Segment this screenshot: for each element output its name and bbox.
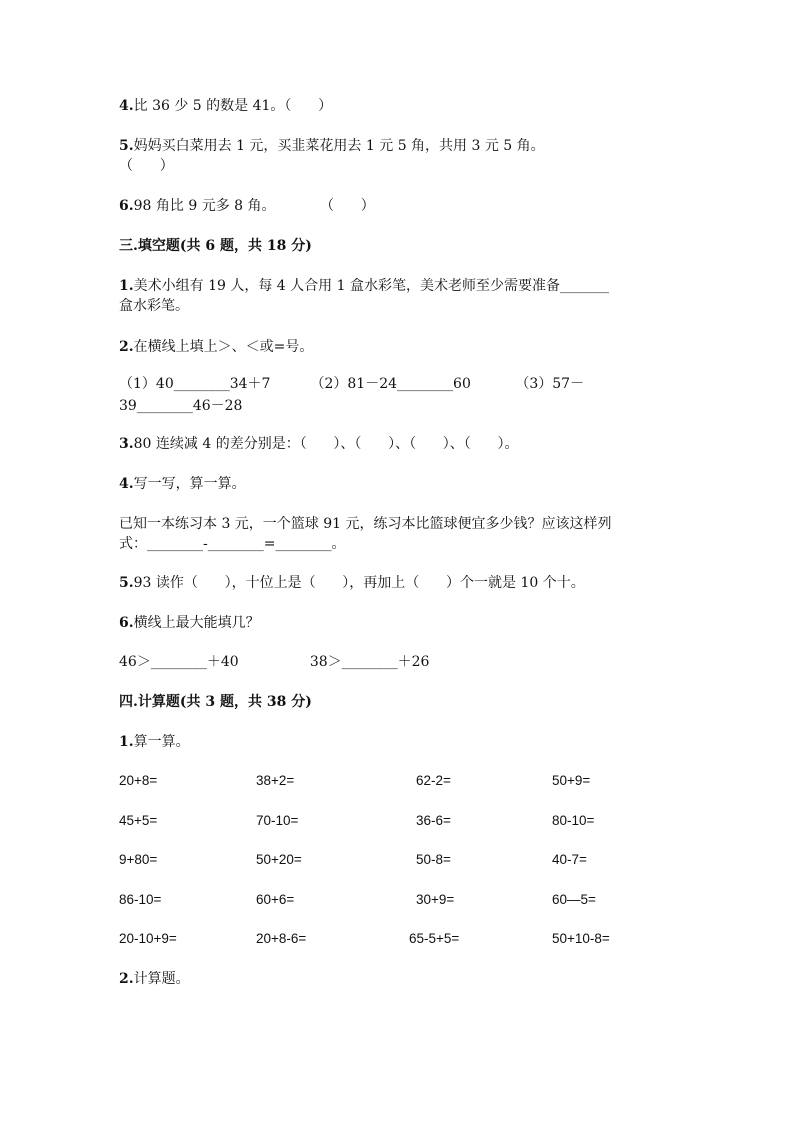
question-number: 3. xyxy=(119,436,134,452)
calc-cell: 20+8-6= xyxy=(256,931,307,946)
question-number: 2. xyxy=(119,971,134,987)
section-heading-fill: 三.填空题(共 6 题，共 18 分) xyxy=(119,238,312,254)
calc-cell: 30+9= xyxy=(416,892,455,907)
calc-cell: 50+20= xyxy=(256,852,302,867)
calc-cell: 50+10-8= xyxy=(552,931,610,946)
question-number: 2. xyxy=(119,339,134,355)
judge-question-5 xyxy=(119,136,545,156)
question-text: 美术小组有 19 人，每 4 人合用 1 盒水彩笔，美术老师至少需要准备_______ xyxy=(133,278,609,294)
calc-cell: 40-7= xyxy=(552,852,587,867)
calc-cell: 65-5+5= xyxy=(409,931,460,946)
question-text: 写一写，算一算。 xyxy=(133,476,246,492)
calc-cell: 36-6= xyxy=(416,813,451,828)
question-text: 比 36 少 5 的数是 41。（ ） xyxy=(133,98,333,114)
calc-cell: 80-10= xyxy=(552,813,595,828)
calc-cell: 9+80= xyxy=(119,852,158,867)
fill-question-6-row: 46＞________＋40 38＞________＋26 xyxy=(119,654,430,670)
calc-cell: 38+2= xyxy=(256,773,295,788)
calc-cell: 86-10= xyxy=(119,892,162,907)
calc-cell: 62-2= xyxy=(416,773,451,788)
question-number: 5. xyxy=(119,138,134,154)
question-text: 93 读作（ ），十位上是（ ），再加上（ ）个一就是 10 个十。 xyxy=(133,575,585,591)
fill-question-4-para1: 已知一本练习本 3 元，一个篮球 91 元，练习本比篮球便宜多少钱？应该这样列 xyxy=(119,516,612,532)
calc-cell: 60—5= xyxy=(552,892,596,907)
calc-cell: 45+5= xyxy=(119,813,158,828)
fill-question-6 xyxy=(119,613,260,633)
question-number: 6. xyxy=(119,615,134,631)
judge-question-4 xyxy=(119,96,332,116)
question-text: 横线上最大能填几？ xyxy=(133,615,260,631)
calc-cell: 20+8= xyxy=(119,773,158,788)
fill-question-4-para2: 式：________-________=________。 xyxy=(119,536,346,552)
fill-question-2-row2: 39________46－28 xyxy=(119,398,243,414)
judge-question-6 xyxy=(119,196,375,216)
question-number: 1. xyxy=(119,278,134,294)
fill-question-2 xyxy=(119,337,313,357)
calc-question-1 xyxy=(119,732,190,752)
calc-cell: 60+6= xyxy=(256,892,295,907)
calc-cell: 50+9= xyxy=(552,773,591,788)
calc-cell: 70-10= xyxy=(256,813,299,828)
question-text: 80 连续减 4 的差分别是：（ ）、（ ）、（ ）、（ ）。 xyxy=(133,436,519,452)
fill-question-1-cont: 盒水彩笔。 xyxy=(119,298,189,314)
question-text: 计算题。 xyxy=(133,971,190,987)
question-number: 1. xyxy=(119,734,134,750)
question-number: 6. xyxy=(119,198,134,214)
question-text: 98 角比 9 元多 8 角。 （ ） xyxy=(133,198,375,214)
question-text: 算一算。 xyxy=(133,734,190,750)
question-number: 4. xyxy=(119,98,134,114)
fill-question-5 xyxy=(119,573,585,593)
fill-question-4 xyxy=(119,474,246,494)
judge-question-5-paren: （ ） xyxy=(119,158,174,174)
calc-question-2 xyxy=(119,969,190,989)
fill-question-2-row1: （1）40________34＋7 （2）81－24________60 （3）57－ xyxy=(119,376,585,392)
calc-cell: 50-8= xyxy=(416,852,451,867)
question-number: 5. xyxy=(119,575,134,591)
fill-question-1 xyxy=(119,276,609,296)
question-text: 在横线上填上＞、＜或=号。 xyxy=(133,339,314,355)
question-text: 妈妈买白菜用去 1 元，买韭菜花用去 1 元 5 角，共用 3 元 5 角。 xyxy=(133,138,545,154)
section-heading-calc: 四.计算题(共 3 题，共 38 分) xyxy=(119,694,312,710)
question-number: 4. xyxy=(119,476,134,492)
calc-cell: 20-10+9= xyxy=(119,931,177,946)
fill-question-3 xyxy=(119,434,519,454)
